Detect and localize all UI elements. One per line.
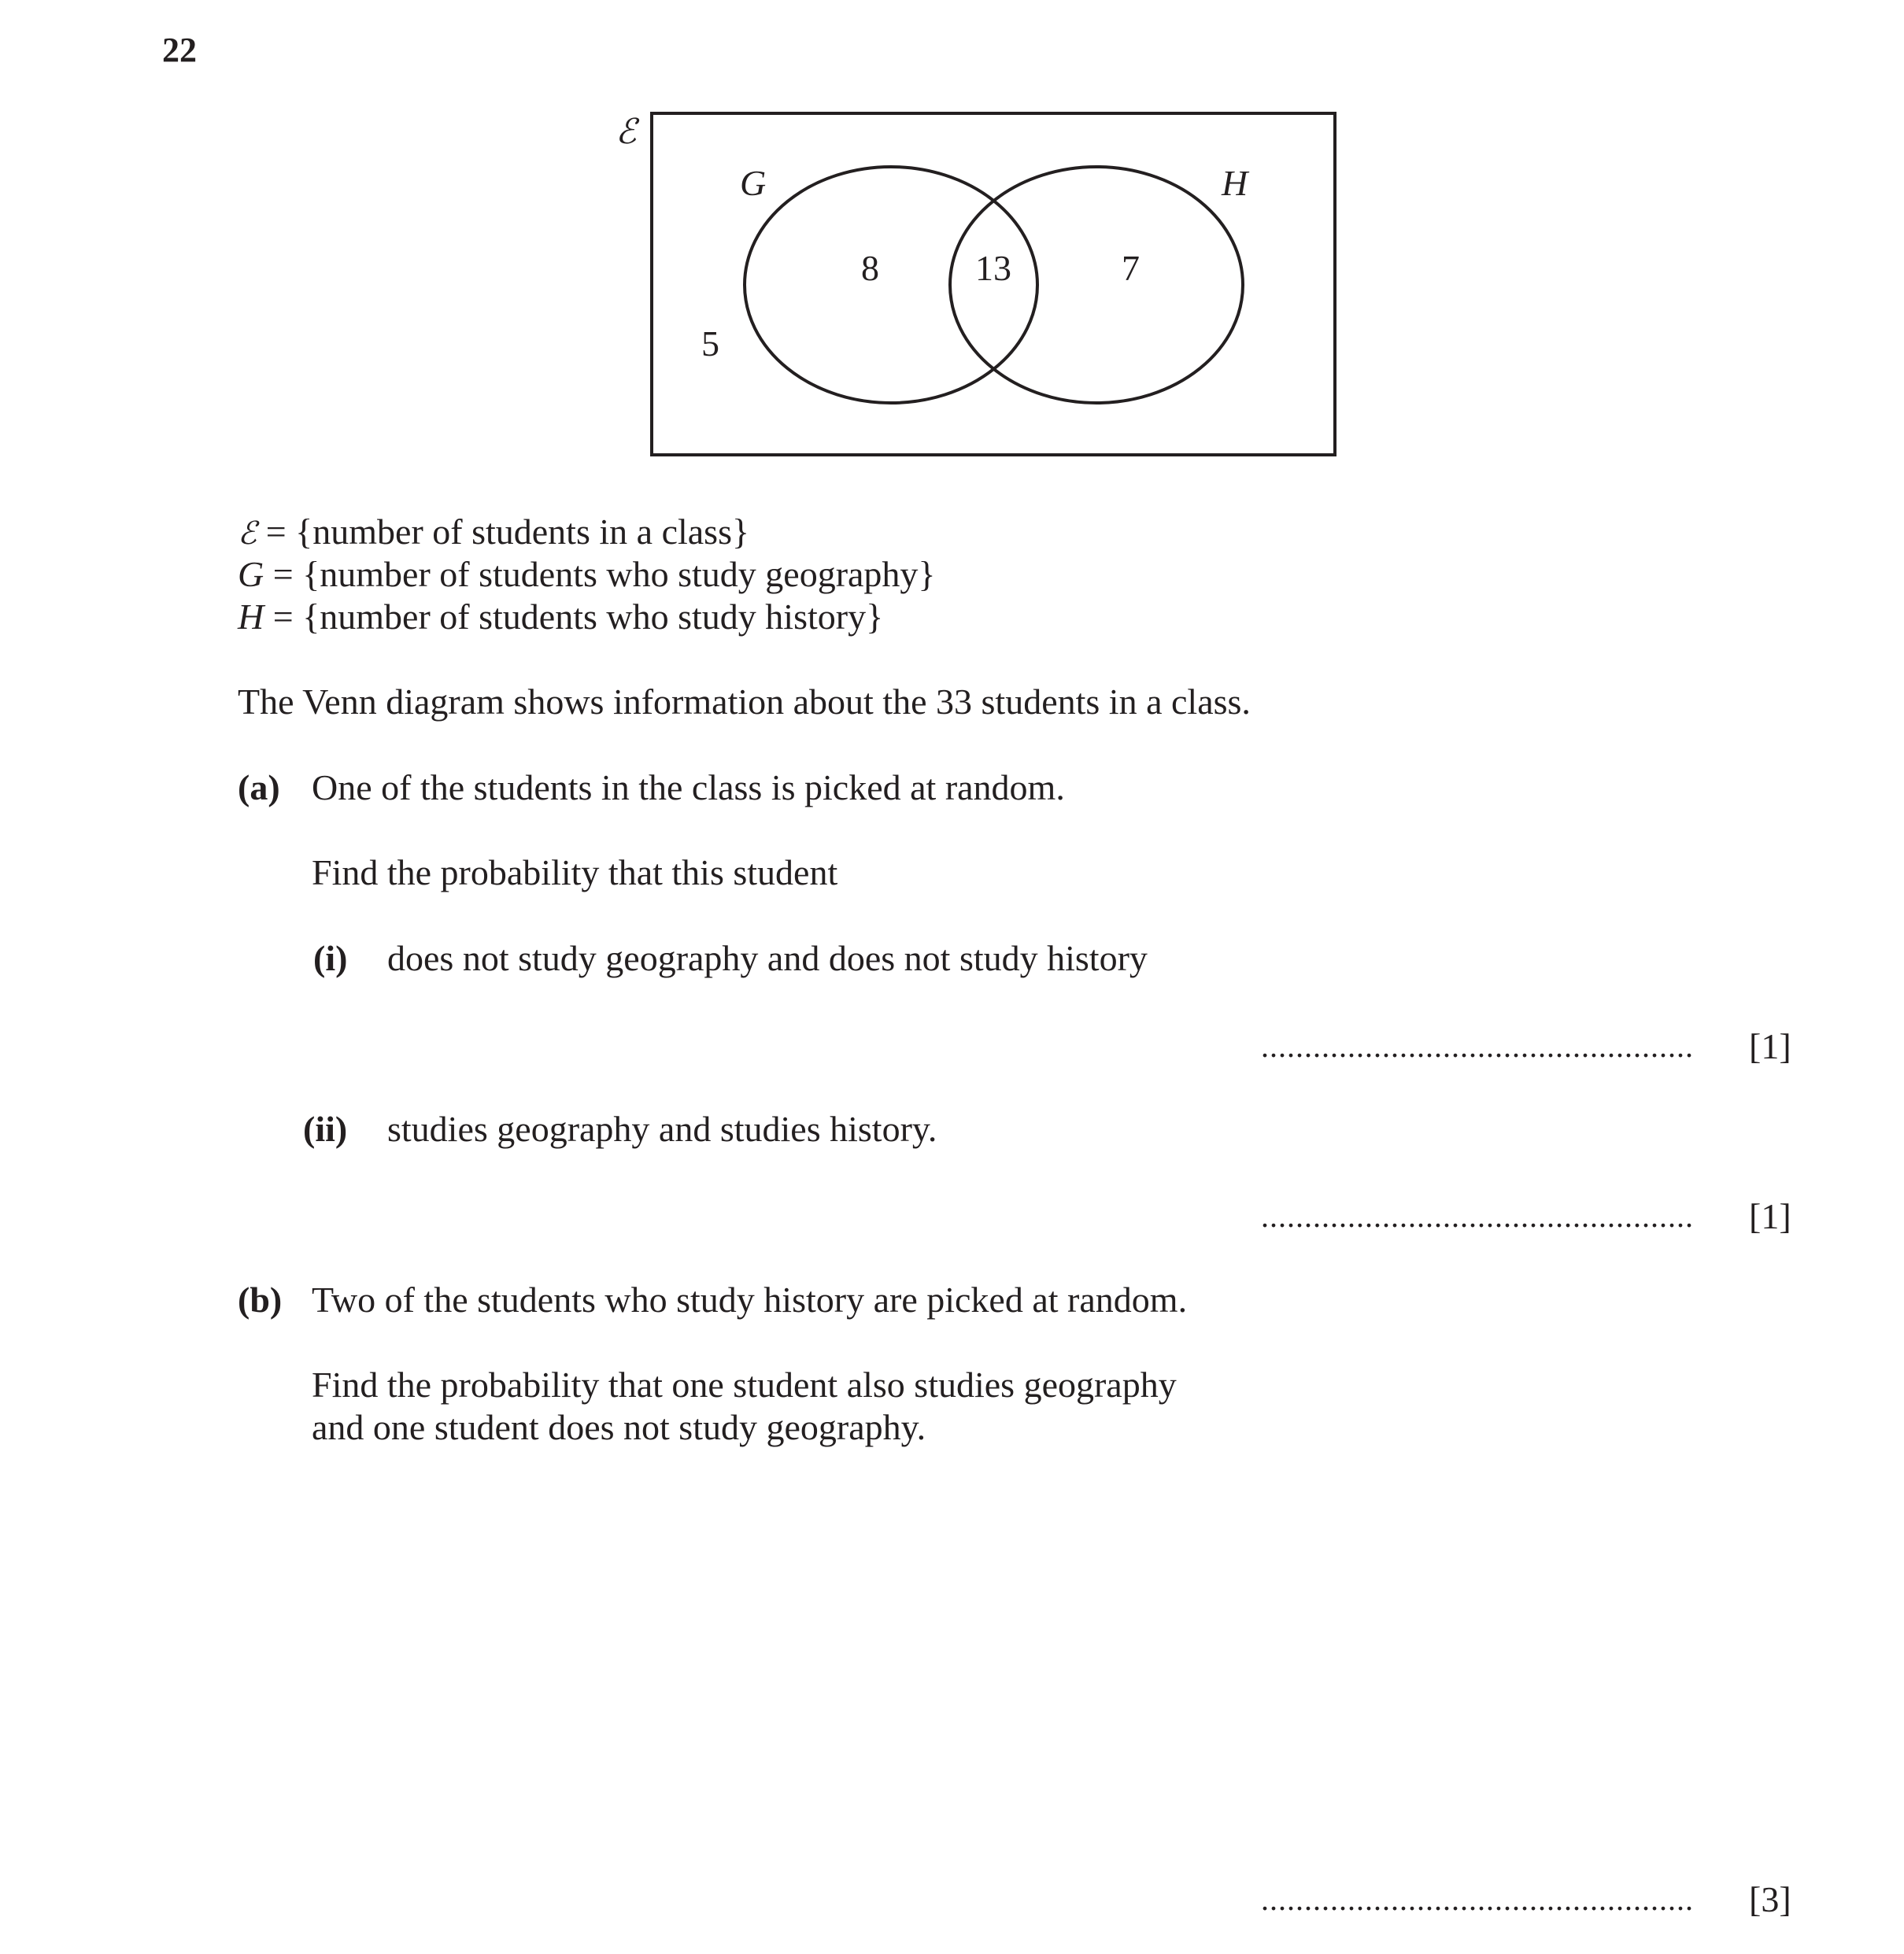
set-h-label: H bbox=[1222, 163, 1248, 203]
marks-a-ii: [1] bbox=[1749, 1196, 1791, 1236]
definition-text: {number of students who study geography} bbox=[302, 554, 936, 594]
part-b-stem: Two of the students who study history are picked at random. bbox=[312, 1280, 1188, 1320]
definition-universal bbox=[238, 510, 749, 556]
part-b-instruction-line2: and one student does not study geography. bbox=[312, 1407, 926, 1447]
answer-line-a-i[interactable]: .................................................. bbox=[1261, 1029, 1694, 1064]
part-a-stem: One of the students in the class is picked at random. bbox=[312, 767, 1065, 807]
definition-geography bbox=[238, 552, 936, 597]
marks-b: [3] bbox=[1749, 1879, 1791, 1919]
part-a-ii-label: (ii) bbox=[303, 1109, 348, 1149]
region-only-h-value: 7 bbox=[1122, 248, 1140, 288]
venn-diagram bbox=[598, 102, 1370, 480]
marks-a-i: [1] bbox=[1749, 1026, 1791, 1066]
part-a-instruction: Find the probability that this student bbox=[312, 852, 838, 892]
answer-line-b[interactable]: .................................................. bbox=[1261, 1882, 1694, 1917]
universal-set-symbol: ℰ bbox=[616, 113, 637, 151]
region-neither-value: 5 bbox=[701, 323, 719, 364]
part-a-i-label: (i) bbox=[313, 938, 348, 978]
answer-line-a-ii[interactable]: .................................................. bbox=[1261, 1199, 1694, 1234]
part-a-label: (a) bbox=[238, 767, 280, 807]
question-number: 22 bbox=[162, 31, 197, 69]
region-only-g-value: 8 bbox=[861, 248, 879, 288]
set-g-label: G bbox=[740, 163, 767, 203]
set-h-symbol: H bbox=[238, 597, 264, 637]
definition-eq: = bbox=[257, 512, 296, 552]
definition-eq: = bbox=[264, 597, 303, 637]
definition-text: {number of students who study history} bbox=[302, 597, 884, 637]
region-both-value: 13 bbox=[975, 248, 1011, 288]
definition-history bbox=[238, 595, 883, 639]
intro-text: The Venn diagram shows information about the 33 students in a class. bbox=[238, 681, 1251, 722]
part-b-label: (b) bbox=[238, 1280, 283, 1320]
definition-text: {number of students in a class} bbox=[295, 512, 750, 552]
universal-symbol: ℰ bbox=[238, 515, 257, 552]
part-a-i-text: does not study geography and does not study history bbox=[387, 938, 1148, 978]
part-b-instruction-line1: Find the probability that one student also studies geography bbox=[312, 1365, 1177, 1405]
part-a-ii-text: studies geography and studies history. bbox=[387, 1109, 937, 1149]
set-g-symbol: G bbox=[238, 554, 264, 594]
definition-eq: = bbox=[264, 554, 303, 594]
